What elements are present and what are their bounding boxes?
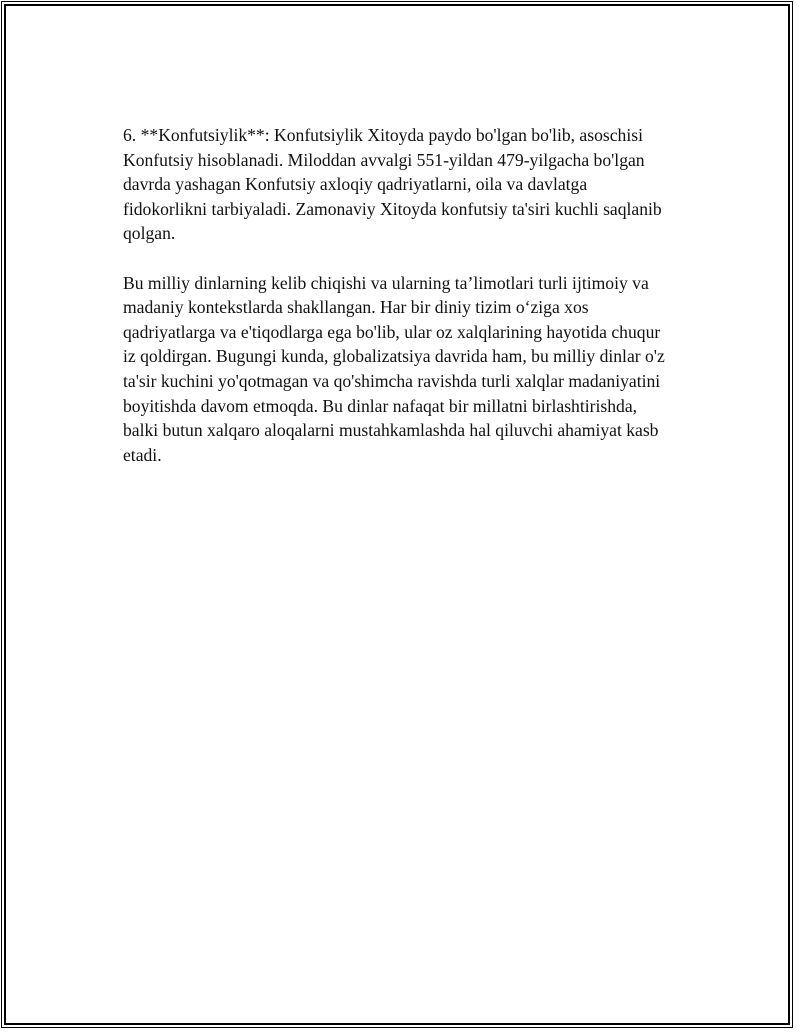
paragraph-confucianism: 6. **Konfutsiylik**: Konfutsiylik Xitoyda paydo bo'lgan bo'lib, asoschisi Konfutsiy hisoblanadi. Miloddan avvalgi 551-yildan 479-yilgacha bo'lgan davrda yashagan Konfutsiy axloqiy qadriyatlarni, oila va davlatga fidokorlikni tarbiyaladi. Zamonaviy Xitoyda konfutsiy ta'siri kuchli saqlanib qolgan. bbox=[123, 125, 662, 244]
paragraph-conclusion: Bu milliy dinlarning kelib chiqishi va ularning ta’limotlari turli ijtimoiy va madaniy kontekstlarda shakllangan. Har bir diniy tizim o‘ziga xos qadriyatlarga va e'tiqodlarga ega bo'lib, ular oz xalqlarining hayotida chuqur iz qoldirgan. Bugungi kunda, globalizatsiya davrida ham, bu milliy dinlar o'z ta'sir kuchini yo'qotmagan va qo'shimcha ravishda turli xalqlar madaniyatini boyitishda davom etmoqda. Bu dinlar nafaqat bir millatni birlashtirishda, balki butun xalqaro aloqalarni mustahkamlashda hal qiluvchi ahamiyat kasb etadi. bbox=[123, 272, 665, 465]
document-body bbox=[123, 123, 708, 467]
page-border bbox=[4, 4, 790, 1025]
